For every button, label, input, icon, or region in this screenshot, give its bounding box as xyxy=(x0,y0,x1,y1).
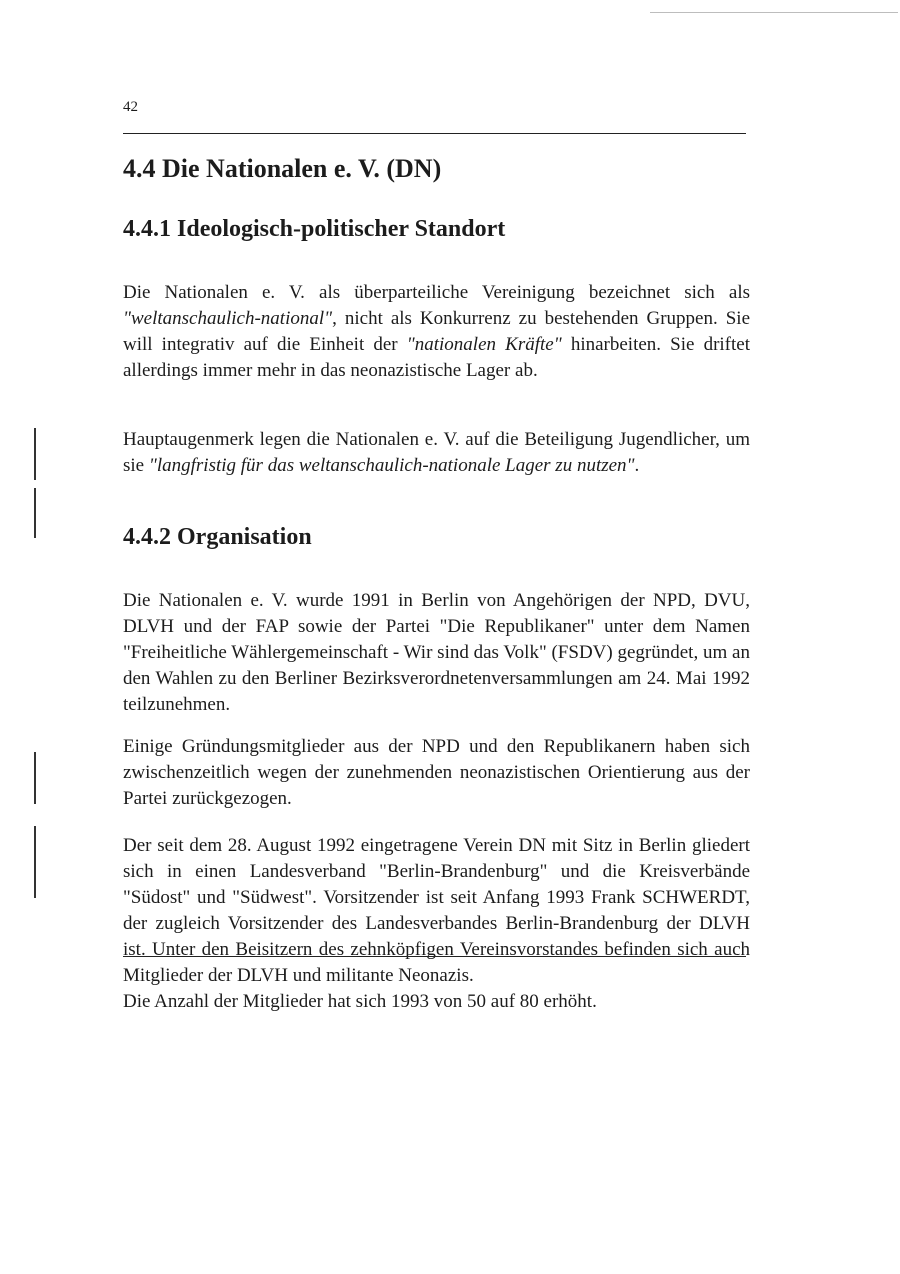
paragraph-organisation-3-body: Der seit dem 28. August 1992 eingetragene Verein DN mit Sitz in Berlin gliedert sich in einen Landesverband "Berlin-Brandenburg" und die Kreisverbände "Südost" und "Südwest". Vorsitzender ist seit Anfang 1993 Frank SCHWERDT, der zugleich Vorsitzender des Landesverbandes Berlin-Brandenburg der DLVH ist. Unter den Beisitzern des zehnköpfigen Vereinsvorstandes befinden sich auch Mitglieder der DLVH und militante Neonazis. xyxy=(123,835,750,986)
chapter-heading: 4.4 Die Nationalen e. V. (DN) xyxy=(123,154,442,183)
section-heading-standort: 4.4.1 Ideologisch-politischer Standort xyxy=(123,216,506,242)
paragraph-organisation-4: Die Anzahl der Mitglieder hat sich 1993 von 50 auf 80 erhöht. xyxy=(123,991,597,1012)
scan-edge-line xyxy=(650,12,898,13)
page-number: 42 xyxy=(123,99,138,115)
paragraph-organisation-1: Die Nationalen e. V. wurde 1991 in Berlin von Angehörigen der NPD, DVU, DLVH und der FAP sowie der Partei "Die Republikaner" unter dem Namen "Freiheitliche Wählergemeinschaft - Wir sind das Volk" (FSDV) gegründet, um an den Wahlen zu den Berliner Bezirksverordnetenversammlungen am 24. Mai 1992 teilzunehmen. xyxy=(123,590,750,715)
header-rule xyxy=(123,133,746,134)
paragraph-organisation-3 xyxy=(123,833,750,1015)
paragraph-standort-2: Hauptaugenmerk legen die Nationalen e. V. auf die Beteiligung Jugendlicher, um sie "langfristig für das weltanschaulich-nationale Lager zu nutzen". xyxy=(123,429,750,476)
margin-mark xyxy=(34,752,36,804)
footer-rule xyxy=(123,956,746,957)
section-heading-organisation: 4.4.2 Organisation xyxy=(123,524,312,550)
margin-mark xyxy=(34,428,36,480)
margin-mark xyxy=(34,826,36,898)
paragraph-organisation-2: Einige Gründungsmitglieder aus der NPD und den Republikanern haben sich zwischenzeitlich wegen der zunehmenden neonazistischen Orientierung aus der Partei zurückgezogen. xyxy=(123,736,750,809)
margin-mark xyxy=(34,488,36,538)
paragraph-standort-1: Die Nationalen e. V. als überparteiliche Vereinigung bezeichnet sich als "weltanschaulich-national", nicht als Konkurrenz zu bestehenden Gruppen. Sie will integrativ auf die Einheit der "nationalen Kräfte" hinarbeiten. Sie driftet allerdings immer mehr in das neonazistische Lager ab. xyxy=(123,282,750,381)
